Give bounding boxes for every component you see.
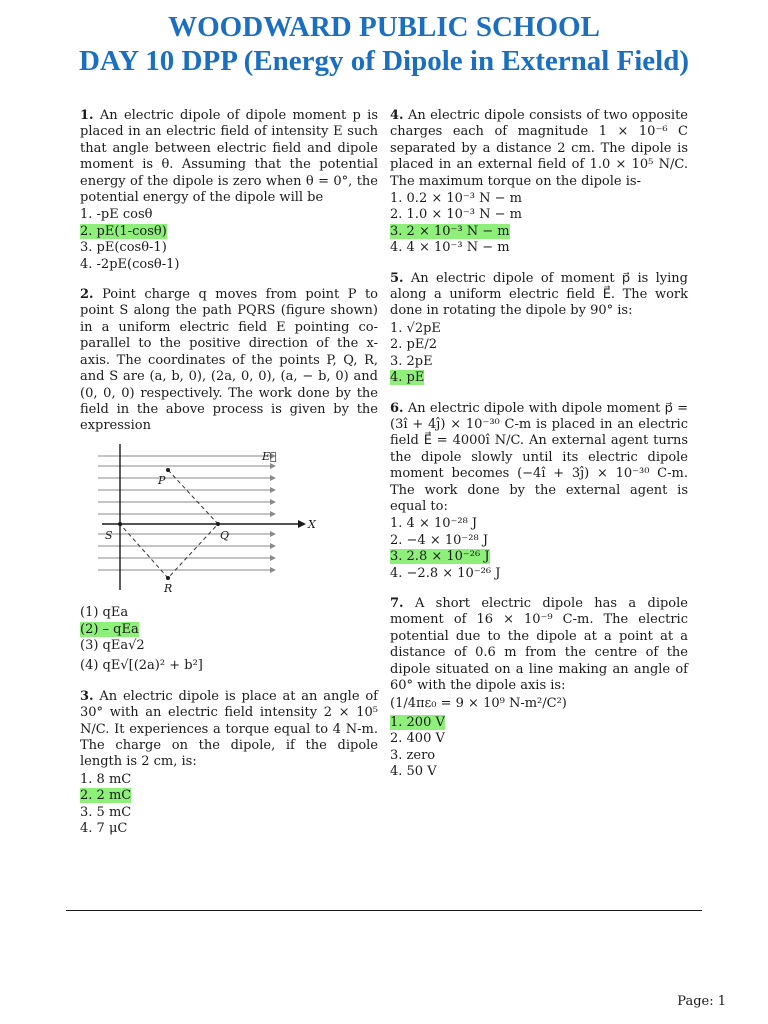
label-q: Q (220, 528, 230, 542)
option-2[interactable] (80, 788, 378, 804)
option-2[interactable]: 2. −4 × 10⁻²⁸ J (390, 532, 489, 548)
answer-highlight: 2. 2 mC (80, 788, 132, 804)
option-4[interactable]: 4. -2pE(cosθ-1) (80, 256, 180, 272)
footer-rule (66, 910, 702, 911)
option-1[interactable]: 1. 8 mC (80, 771, 132, 787)
worksheet-title: DAY 10 DPP (Energy of Dipole in External Field) (78, 45, 690, 77)
question-number: 1. (80, 108, 94, 123)
question-stem: An electric dipole of moment p⃗ is lying along a uniform electric field E⃗. The work done in rotating the dipole by 90° is: (390, 270, 688, 319)
label-r: R (164, 581, 173, 594)
option-1[interactable] (390, 715, 688, 731)
question-stem: A short electric dipole has a dipole moment of 16 × 10⁻⁹ C-m. The electric potential due to the dipole at a point at a distance of 0.6 m from the centre of the dipole situated on a line making an angle of 60° with the dipole axis is: (390, 595, 688, 693)
option-2[interactable] (80, 224, 378, 240)
option-3[interactable]: 3. 5 mC (80, 804, 132, 820)
left-column (80, 108, 378, 851)
option-1[interactable]: 1. -pE cosθ (80, 207, 153, 223)
question-stem: An electric dipole consists of two opposite charges each of magnitude 1 × 10⁻⁶ C separated by a distance 2 cm. The dipole is placed in an external field of 1.0 × 10⁵ N/C. The maximum torque on the dipole is- (390, 108, 688, 189)
label-e: E⃗ (262, 449, 277, 463)
question-number: 6. (390, 400, 404, 416)
question-1 (80, 108, 378, 273)
question-number: 4. (390, 108, 404, 123)
answer-highlight: 3. 2 × 10⁻³ N − m (390, 223, 510, 239)
school-name: WOODWARD PUBLIC SCHOOL (168, 11, 600, 43)
question-3 (80, 689, 378, 838)
option-2[interactable]: 2. 1.0 × 10⁻³ N − m (390, 207, 522, 223)
question-2 (80, 287, 378, 675)
right-column (390, 108, 688, 794)
option-1[interactable]: (1) qEa (80, 605, 129, 621)
question-number: 3. (80, 688, 94, 704)
option-1[interactable]: 1. 0.2 × 10⁻³ N − m (390, 191, 522, 207)
option-3[interactable] (390, 224, 688, 240)
question-number: 5. (390, 270, 404, 286)
question-number: 2. (80, 287, 94, 303)
option-4[interactable]: 4. 4 × 10⁻³ N − m (390, 240, 510, 256)
option-4[interactable]: 4. 7 μC (80, 821, 128, 836)
option-3[interactable] (390, 549, 688, 565)
question-stem: An electric dipole of dipole moment p is placed in an electric field of intensity E such that angle between electric field and dipole moment is θ. Assuming that the potential energy of the dipole is zero when θ = 0°, the potential energy of the dipole will be (80, 108, 378, 206)
answer-highlight: (2) – qEa (80, 621, 139, 637)
question-stem: Point charge q moves from point P to point S along the path PQRS (figure shown) in a uniform electric field E pointing co-parallel to the positive direction of the x-axis. The coordinates of the points P, Q, R, and S are (a, b, 0), (2a, 0, 0), (a, − b, 0) and (0, 0, 0) respectively. The work done by the field in the above process is given by the expression (80, 287, 378, 434)
answer-highlight: 1. 200 V (390, 714, 445, 730)
question-stem: An electric dipole with dipole moment p⃗ = (3î + 4ĵ) × 10⁻³⁰ C-m is placed in an electric field E⃗ = 4000î N/C. An external agent turns the dipole slowly until its electric dipole moment becomes (−4î + 3ĵ) × 10⁻³⁰ C-m. The work done by the external agent is equal to: (390, 400, 688, 514)
answer-highlight: 2. pE(1-cosθ) (80, 223, 167, 239)
page-number: Page: 1 (677, 994, 726, 1009)
option-4[interactable]: 4. −2.8 × 10⁻²⁶ J (390, 565, 501, 581)
option-2[interactable] (80, 622, 378, 638)
label-x: X (308, 517, 316, 531)
option-1[interactable]: 1. 4 × 10⁻²⁸ J (390, 516, 478, 532)
question-5 (390, 271, 688, 387)
question-7 (390, 596, 688, 780)
option-4[interactable] (390, 370, 688, 386)
label-s: S (105, 528, 113, 542)
option-3[interactable]: (3) qEa√2 (80, 637, 145, 653)
option-3[interactable]: 3. zero (390, 747, 436, 763)
question-6 (390, 401, 688, 582)
option-2[interactable]: 2. 400 V (390, 731, 445, 747)
option-1[interactable]: 1. √2pE (390, 320, 441, 336)
field-path-figure (80, 444, 320, 594)
option-2[interactable]: 2. pE/2 (390, 337, 437, 353)
constant-note: (1/4πε₀ = 9 × 10⁹ N-m²/C²) (390, 696, 567, 712)
answer-highlight: 3. 2.8 × 10⁻²⁶ J (390, 549, 490, 565)
question-stem: An electric dipole is place at an angle of 30° with an electric field intensity 2 × 10⁵ N/C. It experiences a torque equal to 4 N-m. The charge on the dipole, if the dipole length is 2 cm, is: (80, 688, 378, 770)
option-3[interactable]: 3. pE(cosθ-1) (80, 240, 167, 256)
question-4 (390, 108, 688, 257)
option-4[interactable]: 4. 50 V (390, 764, 437, 780)
label-p: P (158, 473, 166, 487)
option-3[interactable]: 3. 2pE (390, 353, 433, 369)
question-number: 7. (390, 595, 404, 611)
field-lines (98, 456, 270, 570)
option-4[interactable]: (4) qE√[(2a)² + b²] (80, 658, 203, 674)
answer-highlight: 4. pE (390, 370, 425, 386)
